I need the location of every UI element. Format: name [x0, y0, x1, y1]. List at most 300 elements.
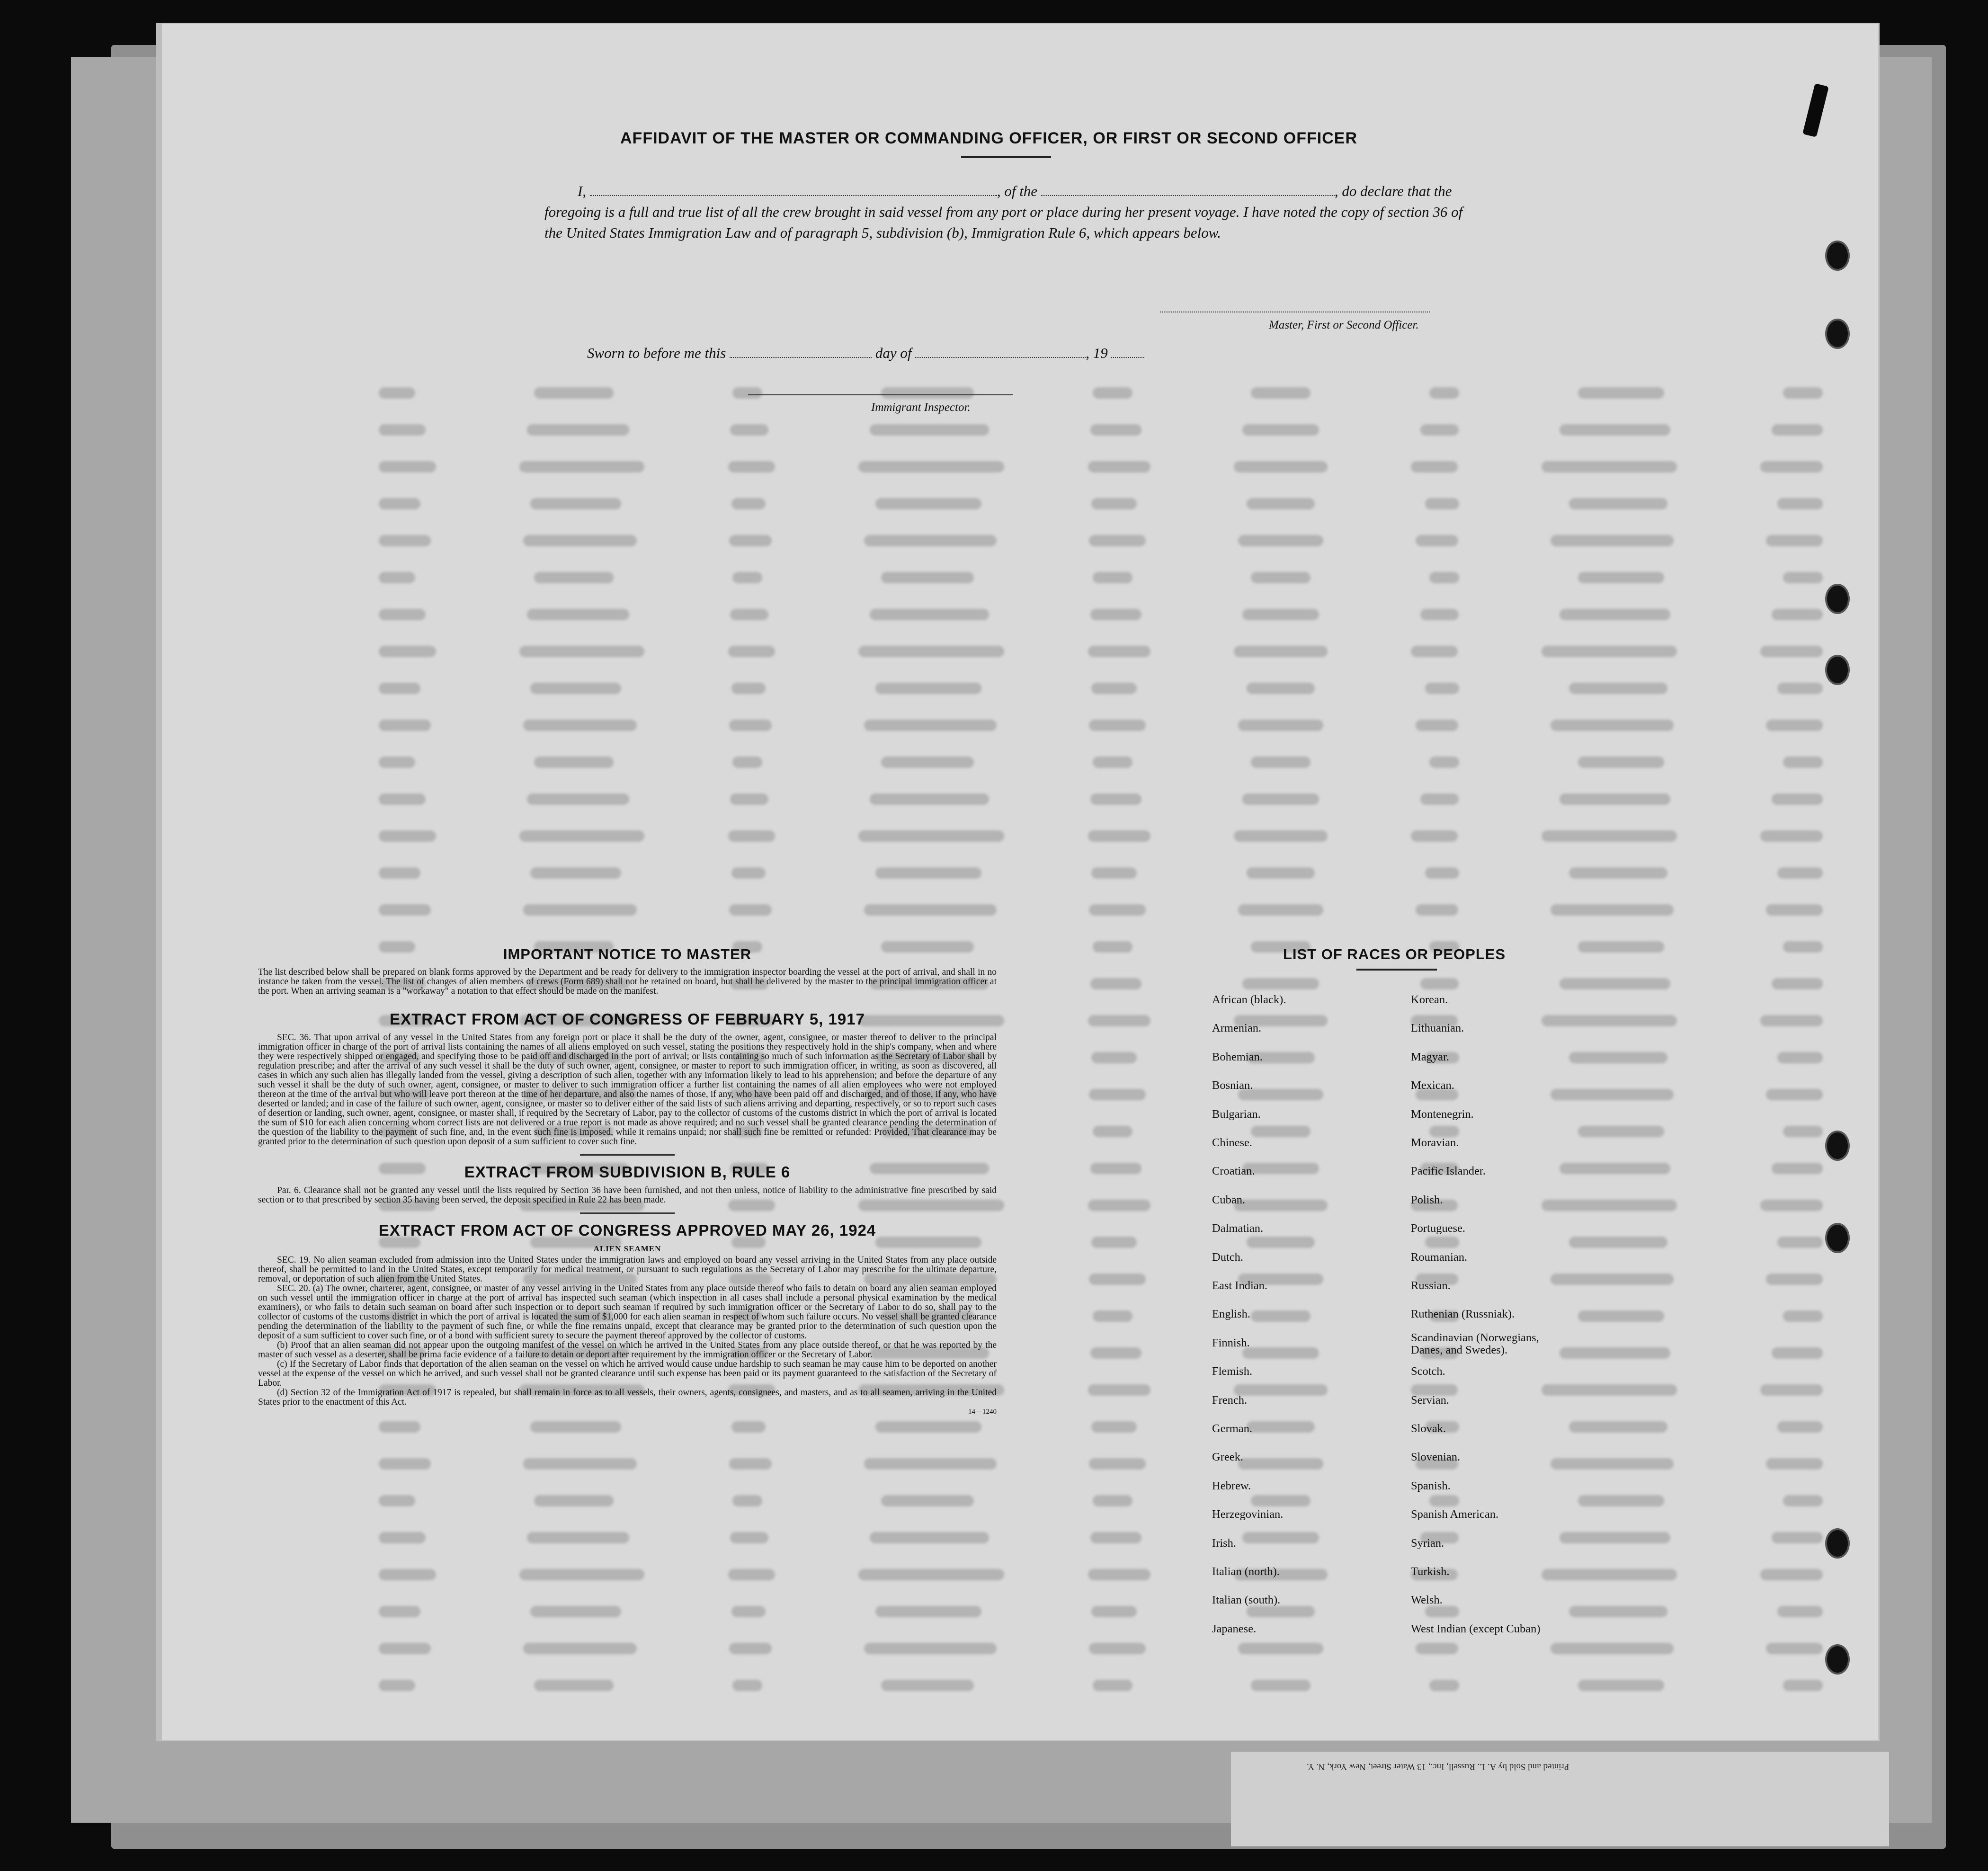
- ghost-mark: [731, 867, 766, 879]
- race-item: Polish.: [1411, 1193, 1443, 1206]
- ghost-row: [379, 867, 1823, 880]
- ghost-mark: [1251, 1126, 1310, 1137]
- affidavit-title: AFFIDAVIT OF THE MASTER OR COMMANDING OFFICER, OR FIRST OR SECOND OFFICER: [620, 129, 1357, 147]
- ghost-mark: [1091, 1606, 1137, 1617]
- ghost-mark: [732, 757, 762, 768]
- ghost-mark: [1429, 1126, 1459, 1137]
- ghost-mark: [1777, 1237, 1823, 1248]
- form-code: 14—1240: [968, 1408, 997, 1416]
- ghost-mark: [1411, 830, 1458, 842]
- ghost-row: [379, 424, 1823, 437]
- ghost-mark: [1578, 1495, 1664, 1506]
- ghost-mark: [1089, 904, 1146, 916]
- ghost-mark: [1251, 1680, 1310, 1691]
- extract-1924-par-5: (d) Section 32 of the Immigration Act of 1917 is repealed, but shall remain in force as to all vessels, their owners, agents, consignees, and masters, and as to all seamen, arriving in the United States prior to the enactment of this Act.: [258, 1388, 997, 1407]
- ghost-row: [379, 720, 1823, 732]
- ghost-mark: [1247, 498, 1315, 509]
- race-item: Dalmatian.: [1212, 1222, 1264, 1235]
- race-item: Chinese.: [1212, 1136, 1253, 1149]
- ghost-mark: [1560, 1163, 1670, 1174]
- ghost-mark: [1238, 535, 1323, 546]
- ghost-mark: [1429, 1495, 1459, 1506]
- ghost-mark: [1093, 757, 1132, 768]
- ghost-mark: [1560, 978, 1670, 989]
- ghost-mark: [527, 793, 629, 805]
- ghost-mark: [1560, 1347, 1670, 1359]
- ghost-mark: [1777, 1421, 1823, 1433]
- ghost-mark: [729, 720, 772, 731]
- ghost-mark: [730, 793, 768, 805]
- ghost-mark: [875, 1421, 981, 1433]
- ghost-mark: [875, 867, 981, 879]
- day-of-label: day of: [875, 345, 912, 361]
- ghost-mark: [530, 867, 621, 879]
- ghost-mark: [728, 1569, 775, 1580]
- race-item: Slovak.: [1411, 1422, 1446, 1435]
- ghost-mark: [379, 720, 431, 731]
- ghost-mark: [732, 1495, 762, 1506]
- ghost-mark: [1772, 1532, 1823, 1543]
- ghost-mark: [864, 720, 997, 731]
- ghost-mark: [379, 830, 436, 842]
- ghost-row: [379, 646, 1823, 658]
- ghost-mark: [864, 904, 997, 916]
- ghost-mark: [1578, 387, 1664, 399]
- declaration: [544, 181, 1482, 243]
- ghost-mark: [1090, 793, 1141, 805]
- notice-section: [258, 946, 997, 1417]
- ghost-mark: [1766, 1458, 1823, 1470]
- ghost-mark: [1251, 1310, 1310, 1322]
- ghost-row: [379, 1495, 1823, 1507]
- ghost-mark: [1416, 904, 1458, 916]
- ghost-mark: [1091, 498, 1137, 509]
- race-item: Spanish American.: [1411, 1508, 1499, 1521]
- ghost-mark: [1783, 1310, 1823, 1322]
- punch-hole: [1825, 1131, 1850, 1161]
- day-field[interactable]: [730, 347, 872, 358]
- year-field[interactable]: [1111, 347, 1144, 358]
- extract-1924-title: EXTRACT FROM ACT OF CONGRESS APPROVED MAY 26, 1924: [378, 1221, 876, 1239]
- ghost-mark: [1578, 1310, 1664, 1322]
- race-item: Lithuanian.: [1411, 1022, 1464, 1035]
- ghost-mark: [1766, 535, 1823, 546]
- punch-hole: [1825, 584, 1850, 614]
- ghost-mark: [379, 1421, 420, 1433]
- ghost-mark: [858, 646, 1004, 657]
- ghost-mark: [1760, 1200, 1823, 1211]
- race-item: Syrian.: [1411, 1536, 1444, 1550]
- ghost-mark: [1783, 941, 1823, 953]
- ghost-row: [379, 1421, 1823, 1434]
- ghost-mark: [1772, 1163, 1823, 1174]
- extract-1924-par-4: (c) If the Secretary of Labor finds that deportation of the alien seaman on the vessel on which he arrived would cause undue hardship to such seaman he may cause him to be deported on another vessel at the expense of the vessel on which he arrived, and such vessel shall not be granted clearance until such expense has been paid or its payment guaranteed to the satisfaction of the Secretary of Labor.: [258, 1359, 997, 1388]
- ghost-mark: [1090, 424, 1141, 436]
- ghost-mark: [730, 1532, 768, 1543]
- of-the-label: , of the: [997, 183, 1038, 199]
- extract-1917-text: SEC. 36. That upon arrival of any vessel in the United States from any foreign port or place it shall be the duty of the owner, agent, consignee, or master thereof to deliver to the principal immigration officer in charge of the port of arrival lists containing the names of all aliens employed on such vessel, stating the positions they respectively hold in the ship's company, when and where they were respectively shipped or engaged, and specifying those to be paid off and discharged in the port of arrival; or lists containing so much of such information as the Secretary of Labor shall by regulation prescribe; and after the arrival of any such vessel it shall be the duty of such owner, agent, consignee, or master to report to such immigration officer, in writing, as soon as discovered, all cases in which any such alien has illegally landed from the vessel, giving a description of such alien, together with any information likely to lead to his apprehension; and before the departure of any such vessel it shall be the duty of such owner, agent, consignee, or master to deliver to such immigration officer a further list containing the names of all alien employees who were not employed thereon at the time of the arrival but who will leave port thereon at the time of her departure, and also the names of those, if any, who have been paid off and discharged, and of those, if any, who have deserted or landed; and in case of the failure of such owner, agent, consignee, or master so to deliver either of the said lists of such aliens arriving and departing, respectively, or so to report such cases of desertion or landing, such owner, agent, consignee, or master shall, if required by the Secretary of Labor, pay to the collector of customs of the customs district in which the port of arrival is located the sum of $10 for each alien concerning whom correct lists are not delivered or a true report is not made as above required; and no such vessel shall be granted clearance pending the determination of the question of the liability to the payment of such fine, and, in the event such fine is imposed, while it remains unpaid; nor shall such fine be remitted or refunded: Provided, That clearance may be granted prior to the determination of such question upon deposit of a sum sufficient to cover such fine.: [258, 1033, 997, 1147]
- ghost-mark: [534, 572, 614, 583]
- ghost-row: [379, 498, 1823, 510]
- ink-mark: [1802, 83, 1829, 137]
- ghost-mark: [530, 1606, 621, 1617]
- ghost-mark: [1777, 1606, 1823, 1617]
- punch-hole: [1825, 1528, 1850, 1559]
- notice-title: IMPORTANT NOTICE TO MASTER: [503, 946, 752, 962]
- race-item: Turkish.: [1411, 1565, 1450, 1578]
- punch-hole: [1825, 319, 1850, 349]
- ghost-mark: [1091, 1237, 1137, 1248]
- sworn-line: [587, 345, 1144, 362]
- ghost-mark: [1238, 1643, 1323, 1654]
- ghost-mark: [1093, 387, 1132, 399]
- punch-hole: [1825, 655, 1850, 685]
- ghost-mark: [1760, 461, 1823, 472]
- race-item: Irish.: [1212, 1536, 1237, 1550]
- ghost-mark: [1090, 1532, 1141, 1543]
- ghost-mark: [881, 1680, 974, 1691]
- ghost-mark: [1551, 1643, 1674, 1654]
- ghost-mark: [534, 1495, 614, 1506]
- month-field[interactable]: [915, 347, 1086, 358]
- ghost-mark: [523, 720, 637, 731]
- ghost-mark: [1542, 646, 1677, 657]
- ghost-mark: [1560, 609, 1670, 620]
- i-prefix: I,: [578, 183, 587, 199]
- year-prefix: , 19: [1086, 345, 1108, 361]
- ghost-mark: [1088, 646, 1150, 657]
- ghost-mark: [1542, 830, 1677, 842]
- ghost-mark: [1411, 461, 1458, 472]
- ghost-row: [379, 830, 1823, 843]
- ghost-mark: [1088, 1015, 1150, 1026]
- ghost-mark: [379, 867, 420, 879]
- race-item: Flemish.: [1212, 1365, 1253, 1378]
- ghost-mark: [1542, 1384, 1677, 1396]
- ghost-mark: [534, 387, 614, 399]
- ghost-mark: [1551, 1089, 1674, 1100]
- ghost-mark: [1089, 1089, 1146, 1100]
- race-item: Greek.: [1212, 1451, 1243, 1464]
- ghost-mark: [1429, 387, 1459, 399]
- ghost-mark: [1089, 720, 1146, 731]
- race-item: West Indian (except Cuban): [1411, 1622, 1541, 1635]
- ghost-mark: [1429, 757, 1459, 768]
- ghost-mark: [1783, 1680, 1823, 1691]
- ghost-mark: [1420, 609, 1459, 620]
- ghost-mark: [523, 535, 637, 546]
- ghost-mark: [1088, 1569, 1150, 1580]
- extract-1924-par-3: (b) Proof that an alien seaman did not appear upon the outgoing manifest of the vessel on which he arrived in the United States from any place outside thereof, or that he was reported by the master of such vessel as a deserter, shall be prima facie evidence of a failure to detain or deport after requirement by the immigration officer or the Secretary of Labor.: [258, 1340, 997, 1360]
- race-item: Korean.: [1411, 993, 1448, 1006]
- races-section: [1169, 946, 1643, 1635]
- ghost-mark: [1542, 1200, 1677, 1211]
- ghost-mark: [731, 1421, 766, 1433]
- race-item: Hebrew.: [1212, 1479, 1251, 1492]
- ghost-mark: [1416, 1643, 1458, 1654]
- ghost-mark: [1234, 646, 1328, 657]
- extract-1924-par-2: SEC. 20. (a) The owner, charterer, agent, consignee, or master of any vessel arriving in the United States from any place outside thereof who fails to detain on board any alien seaman employed on such vessel until the immigration officer in charge at the port of arrival has inspected such seaman (which inspection in all cases shall include a personal physical examination by the medical examiners), or who fails to detain such seaman on board after such inspection or to deport such seaman if required by such immigration officer or the Secretary of Labor to do so, shall pay to the collector of customs of the customs district in which the port of arrival is located the sum of $1,000 for each alien seaman in respect of whom such failure occurs. No vessel shall be granted clearance pending the determination of the liability to the payment of such fine, or while the fine remains unpaid, except that clearance may be granted prior to the determination of such question upon the deposit of a sum sufficient to cover such fine, or of a bond with sufficient surety to secure the payment thereof approved by the collector of customs.: [258, 1283, 997, 1341]
- ghost-mark: [1569, 1606, 1667, 1617]
- ghost-mark: [870, 609, 989, 620]
- race-item: Ruthenian (Russniak).: [1411, 1308, 1515, 1321]
- ghost-mark: [864, 1643, 997, 1654]
- ghost-row: [379, 1643, 1823, 1655]
- ghost-mark: [1578, 757, 1664, 768]
- race-item: Scandinavian (Norwegians, Danes, and Swedes).: [1411, 1331, 1539, 1356]
- ghost-mark: [1551, 904, 1674, 916]
- race-item: Servian.: [1411, 1393, 1449, 1407]
- ghost-mark: [1766, 1274, 1823, 1285]
- ghost-mark: [1783, 757, 1823, 768]
- ghost-row: [379, 1606, 1823, 1618]
- ghost-mark: [1238, 1458, 1323, 1470]
- ghost-mark: [1777, 867, 1823, 879]
- underlying-page-edge: [1231, 1752, 1889, 1846]
- race-item: Welsh.: [1411, 1594, 1443, 1607]
- race-item: Dutch.: [1212, 1250, 1243, 1264]
- ghost-mark: [1234, 1384, 1328, 1396]
- race-item: Herzegovinian.: [1212, 1508, 1284, 1521]
- ghost-mark: [1425, 1606, 1459, 1617]
- ghost-mark: [1416, 535, 1458, 546]
- ghost-mark: [1772, 1347, 1823, 1359]
- notice-text: The list described below shall be prepared on blank forms approved by the Department and be ready for delivery to the immigration inspector boarding the vessel at the port of arrival, and shall in no instance be taken from the vessel. The list of changes of alien members of crews (Form 689) shall not be retained on board, but shall be delivered by the master to the principal immigration officer at the port. When an arriving seaman is a "workaway" a notation to that effect should be made on the manifest.: [258, 967, 997, 996]
- ghost-mark: [1234, 1200, 1328, 1211]
- printer-imprint: Printed and Sold by A. L. Russell, Inc., 13 Water Street, New York, N. Y.: [1307, 1762, 1569, 1772]
- ghost-mark: [379, 1643, 431, 1654]
- punch-hole: [1825, 1644, 1850, 1675]
- ghost-mark: [1783, 1495, 1823, 1506]
- punch-hole: [1825, 241, 1850, 271]
- ghost-mark: [1093, 1310, 1132, 1322]
- ghost-mark: [1247, 1237, 1315, 1248]
- ghost-mark: [1772, 978, 1823, 989]
- race-item: East Indian.: [1212, 1279, 1268, 1292]
- races-title-rule: [1356, 969, 1437, 971]
- ghost-mark: [732, 387, 762, 399]
- ghost-mark: [1766, 1643, 1823, 1654]
- ghost-mark: [1247, 1606, 1315, 1617]
- ghost-mark: [1247, 1421, 1315, 1433]
- ghost-mark: [881, 572, 974, 583]
- ghost-mark: [1088, 830, 1150, 842]
- race-item: Bulgarian.: [1212, 1107, 1261, 1121]
- ghost-mark: [728, 830, 775, 842]
- races-title: LIST OF RACES OR PEOPLES: [1283, 946, 1506, 962]
- ghost-mark: [530, 1421, 621, 1433]
- ghost-mark: [1783, 1126, 1823, 1137]
- ghost-mark: [1766, 1089, 1823, 1100]
- ghost-mark: [1420, 793, 1459, 805]
- ghost-mark: [1088, 1384, 1150, 1396]
- ghost-mark: [1420, 424, 1459, 436]
- ghost-mark: [1091, 867, 1137, 879]
- ghost-mark: [1772, 424, 1823, 436]
- ghost-mark: [858, 1569, 1004, 1580]
- do-declare-label: , do declare: [1334, 183, 1404, 199]
- ghost-mark: [881, 1495, 974, 1506]
- ghost-mark: [881, 757, 974, 768]
- ghost-mark: [1578, 572, 1664, 583]
- ghost-mark: [534, 1680, 614, 1691]
- ghost-mark: [1251, 387, 1310, 399]
- ghost-mark: [1234, 830, 1328, 842]
- race-item: Roumanian.: [1411, 1250, 1468, 1264]
- ghost-mark: [1242, 609, 1319, 620]
- ghost-row: [379, 757, 1823, 769]
- ghost-mark: [1238, 720, 1323, 731]
- ghost-mark: [732, 1680, 762, 1691]
- ghost-mark: [1542, 461, 1677, 472]
- ghost-mark: [731, 1606, 766, 1617]
- ghost-mark: [870, 1532, 989, 1543]
- ghost-mark: [1560, 424, 1670, 436]
- ghost-mark: [1411, 646, 1458, 657]
- ghost-mark: [730, 424, 768, 436]
- ghost-mark: [1783, 387, 1823, 399]
- ghost-row: [379, 793, 1823, 806]
- ghost-mark: [1251, 757, 1310, 768]
- extract-rule6-title: EXTRACT FROM SUBDIVISION B, RULE 6: [464, 1163, 791, 1181]
- race-item: Bohemian.: [1212, 1050, 1263, 1063]
- ghost-mark: [728, 646, 775, 657]
- ghost-mark: [731, 498, 766, 509]
- divider: [580, 1212, 675, 1214]
- race-item: French.: [1212, 1393, 1248, 1407]
- ghost-mark: [1429, 572, 1459, 583]
- race-item: Russian.: [1411, 1279, 1451, 1292]
- ghost-mark: [1416, 720, 1458, 731]
- ghost-mark: [875, 498, 981, 509]
- ghost-row: [379, 535, 1823, 547]
- ghost-mark: [1251, 572, 1310, 583]
- race-item: Pacific Islander.: [1411, 1165, 1486, 1178]
- ghost-mark: [870, 424, 989, 436]
- ghost-mark: [1088, 461, 1150, 472]
- form-sheet: [156, 23, 1880, 1741]
- ghost-mark: [530, 683, 621, 694]
- ghost-mark: [1093, 572, 1132, 583]
- ghost-mark: [379, 1458, 431, 1470]
- inspector-label: Immigrant Inspector.: [871, 401, 971, 414]
- ghost-mark: [379, 498, 420, 509]
- ghost-mark: [519, 461, 644, 472]
- ghost-mark: [730, 609, 768, 620]
- race-item: Cuban.: [1212, 1193, 1246, 1206]
- ghost-mark: [1238, 904, 1323, 916]
- ghost-mark: [519, 830, 644, 842]
- ghost-mark: [864, 535, 997, 546]
- inspector-signature-line[interactable]: [748, 394, 1013, 395]
- ghost-mark: [379, 793, 426, 805]
- ghost-mark: [519, 646, 644, 657]
- ghost-mark: [1091, 1052, 1137, 1063]
- ghost-mark: [1242, 424, 1319, 436]
- ghost-mark: [729, 1458, 772, 1470]
- punch-hole: [1825, 1223, 1850, 1253]
- ghost-mark: [1251, 1495, 1310, 1506]
- master-name-field[interactable]: [590, 185, 997, 196]
- ghost-mark: [1766, 720, 1823, 731]
- ghost-mark: [1551, 535, 1674, 546]
- ghost-mark: [523, 904, 637, 916]
- ghost-mark: [1429, 1680, 1459, 1691]
- ghost-mark: [1242, 793, 1319, 805]
- race-item: Armenian.: [1212, 1022, 1262, 1035]
- race-item: African (black).: [1212, 993, 1286, 1006]
- ghost-mark: [523, 1458, 637, 1470]
- race-item: Magyar.: [1411, 1050, 1449, 1063]
- ghost-mark: [1760, 830, 1823, 842]
- ghost-mark: [379, 1532, 426, 1543]
- ghost-mark: [1542, 1015, 1677, 1026]
- ghost-mark: [1760, 646, 1823, 657]
- race-item: Slovenian.: [1411, 1451, 1461, 1464]
- ghost-row: [379, 387, 1823, 400]
- ghost-mark: [379, 683, 420, 694]
- ghost-row: [379, 572, 1823, 584]
- sheet-left-edge: [156, 23, 162, 1741]
- ghost-mark: [1242, 1347, 1319, 1359]
- ghost-mark: [379, 535, 431, 546]
- ghost-row: [379, 1680, 1823, 1692]
- ghost-mark: [1766, 904, 1823, 916]
- ghost-mark: [527, 609, 629, 620]
- ghost-mark: [1542, 1569, 1677, 1580]
- race-item: Spanish.: [1411, 1479, 1451, 1492]
- ghost-mark: [379, 1680, 415, 1691]
- ghost-mark: [864, 1458, 997, 1470]
- ghost-mark: [530, 498, 621, 509]
- ghost-mark: [1760, 1384, 1823, 1396]
- ghost-mark: [1569, 498, 1667, 509]
- ghost-mark: [732, 572, 762, 583]
- ghost-mark: [1093, 1680, 1132, 1691]
- ghost-mark: [1569, 867, 1667, 879]
- ghost-mark: [875, 683, 981, 694]
- ghost-mark: [1242, 978, 1319, 989]
- ghost-mark: [1089, 1643, 1146, 1654]
- ghost-mark: [1234, 461, 1328, 472]
- ghost-mark: [1551, 1458, 1674, 1470]
- signature-label: Master, First or Second Officer.: [1269, 319, 1419, 331]
- ghost-mark: [379, 387, 415, 399]
- vessel-name-field[interactable]: [1041, 185, 1335, 196]
- ghost-row: [379, 461, 1823, 473]
- ghost-mark: [1089, 535, 1146, 546]
- ghost-mark: [1760, 1569, 1823, 1580]
- ghost-mark: [523, 1643, 637, 1654]
- ghost-mark: [1093, 1126, 1132, 1137]
- ghost-mark: [379, 609, 426, 620]
- ghost-mark: [534, 757, 614, 768]
- ghost-mark: [870, 793, 989, 805]
- ghost-row: [379, 683, 1823, 695]
- ghost-mark: [1091, 1421, 1137, 1433]
- ghost-mark: [729, 535, 772, 546]
- ghost-mark: [379, 572, 415, 583]
- ghost-mark: [1569, 1237, 1667, 1248]
- ghost-mark: [1088, 1200, 1150, 1211]
- ghost-mark: [729, 1643, 772, 1654]
- ghost-mark: [379, 424, 426, 436]
- ghost-mark: [1420, 978, 1459, 989]
- race-item: Croatian.: [1212, 1165, 1255, 1178]
- extract-rule6-text: Par. 6. Clearance shall not be granted any vessel until the lists required by Section 36 have been furnished, and not then unless, notice of liability to the administrative fine prescribed by said section or to that prescribed by section 35 having been served, the deposit specified in Rule 22 has been made.: [258, 1185, 997, 1205]
- ghost-mark: [379, 1606, 420, 1617]
- extract-1924-subtitle: ALIEN SEAMEN: [593, 1244, 661, 1253]
